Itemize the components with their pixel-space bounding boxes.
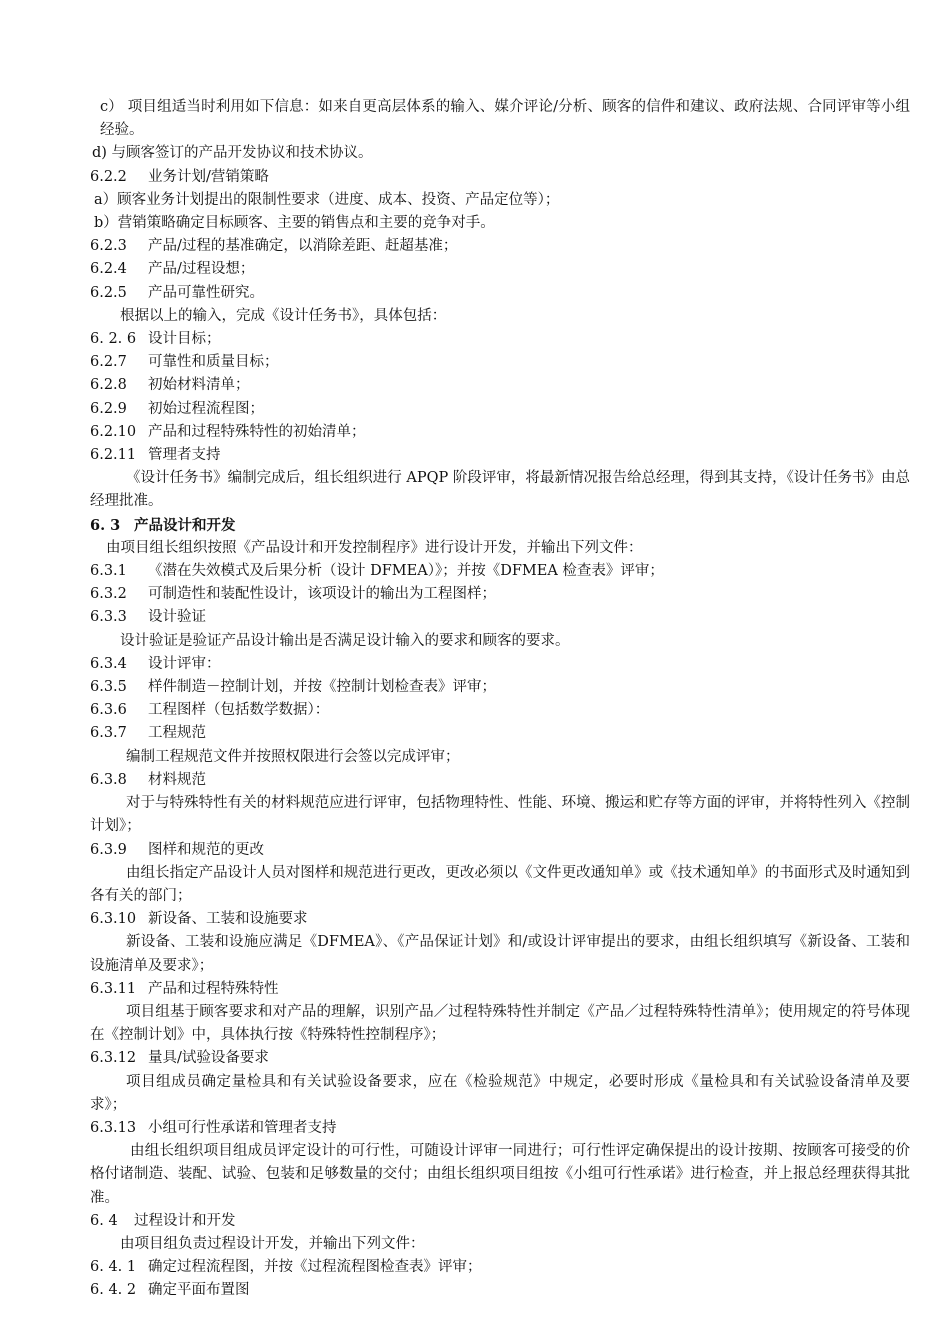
section-6-2-4: 6.2.4 产品/过程设想； xyxy=(90,261,255,278)
item-b-line: b）营销策略确定目标顾客、主要的销售点和主要的竞争对手。 xyxy=(94,215,495,232)
item-d-line: d) 与顾客签订的产品开发协议和技术协议。 xyxy=(92,145,373,162)
section-6-3-7: 6.3.7 工程规范 xyxy=(90,725,206,742)
section-6-2-9: 6.2.9 初始过程流程图； xyxy=(90,400,264,417)
section-6-3-11-paragraph: 项目组基于顾客要求和对产品的理解，识别产品／过程特殊特性并制定《产品／过程特殊特性清单》；使用规定的符号体现在《控制计划》中，具体执行按《特殊特性控制程序》； xyxy=(90,1003,910,1044)
section-6-2-11-paragraph: 《设计任务书》编制完成后，组长组织进行 APQP 阶段评审，将最新情况报告给总经理，得到其支持，《设计任务书》由总经理批准。 xyxy=(90,470,910,510)
section-6-3-13-paragraph: 由组长组织项目组成员评定设计的可行性，可随设计评审一同进行；可行性评定确保提出的设计按期、按顾客可接受的价格付诸制造、装配、试验、包装和足够数量的交付；由组长组织项目组按《小组可行性承诺》进行检查，并上报总经理获得其批准。 xyxy=(90,1143,910,1206)
section-6-4-1: 6. 4. 1 确定过程流程图，并按《过程流程图检查表》评审； xyxy=(90,1259,482,1276)
section-6-3-12-paragraph: 项目组成员确定量检具和有关试验设备要求，应在《检验规范》中规定，必要时形成《量检具和有关试验设备清单及要求》； xyxy=(90,1073,910,1113)
item-c-paragraph: c） 项目组适当时利用如下信息：如来自更高层体系的输入、媒介评论/分析、顾客的信件和建议、政府法规、合同评审等小组经验。 xyxy=(100,99,910,139)
section-6-2-6: 6. 2. 6 设计目标； xyxy=(90,331,221,348)
section-6-2-10: 6.2.10 产品和过程特殊特性的初始清单； xyxy=(90,423,366,440)
input-paragraph: 根据以上的输入，完成《设计任务书》，具体包括： xyxy=(120,307,447,324)
section-6-3-9: 6.3.9 图样和规范的更改 xyxy=(90,841,264,858)
section-6-2-5: 6.2.5 产品可靠性研究。 xyxy=(90,284,264,301)
section-6-3-13: 6.3.13 小组可行性承诺和管理者支持 xyxy=(90,1119,337,1136)
section-6-3-1: 6.3.1 《潜在失效模式及后果分析（设计 DFMEA）》；并按《DFMEA 检查表》评审； xyxy=(90,563,664,580)
section-6-4-2: 6. 4. 2 确定平面布置图 xyxy=(90,1282,250,1299)
section-6-3-5: 6.3.5 样件制造－控制计划，并按《控制计划检查表》评审； xyxy=(90,679,496,696)
section-6-3-3-paragraph: 设计验证是验证产品设计输出是否满足设计输入的要求和顾客的要求。 xyxy=(120,632,570,649)
item-a-line: a）顾客业务计划提出的限制性要求（进度、成本、投资、产品定位等）； xyxy=(94,191,560,208)
section-6-3-paragraph: 由项目组长组织按照《产品设计和开发控制程序》进行设计开发，并输出下列文件： xyxy=(106,539,643,556)
section-6-3-10-paragraph: 新设备、工装和设施应满足《DFMEA》、《产品保证计划》和/或设计评审提出的要求，由组长组织填写《新设备、工装和设施清单及要求》； xyxy=(90,934,910,974)
section-6-3-heading: 6. 3 产品设计和开发 xyxy=(90,516,236,534)
section-6-4-heading: 6. 4 过程设计和开发 xyxy=(90,1212,236,1229)
section-6-3-11: 6.3.11 产品和过程特殊特性 xyxy=(90,980,279,997)
section-6-2-8: 6.2.8 初始材料清单； xyxy=(90,377,250,394)
section-6-3-12: 6.3.12 量具/试验设备要求 xyxy=(90,1050,269,1067)
section-6-2-3: 6.2.3 产品/过程的基准确定，以消除差距、赶超基准； xyxy=(90,238,458,255)
document-body xyxy=(90,96,910,1303)
section-6-3-3: 6.3.3 设计验证 xyxy=(90,609,206,626)
section-6-3-9-paragraph: 由组长指定产品设计人员对图样和规范进行更改，更改必须以《文件更改通知单》或《技术通知单》的书面形式及时通知到各有关的部门； xyxy=(90,864,910,904)
section-6-3-4: 6.3.4 设计评审： xyxy=(90,655,221,672)
section-6-2-2: 6.2.2 业务计划/营销策略 xyxy=(90,168,269,185)
section-6-2-11: 6.2.11 管理者支持 xyxy=(90,447,221,464)
section-6-3-2: 6.3.2 可制造性和装配性设计，该项设计的输出为工程图样； xyxy=(90,586,496,603)
section-6-3-7-paragraph: 编制工程规范文件并按照权限进行会签以完成评审； xyxy=(126,748,460,765)
section-6-2-7: 6.2.7 可靠性和质量目标； xyxy=(90,354,279,371)
section-6-3-8: 6.3.8 材料规范 xyxy=(90,771,206,788)
section-6-3-8-paragraph: 对于与特殊特性有关的材料规范应进行评审，包括物理特性、性能、环境、搬运和贮存等方面的评审，并将特性列入《控制计划》； xyxy=(90,795,910,835)
section-6-4-paragraph: 由项目组负责过程设计开发，并输出下列文件： xyxy=(120,1235,425,1252)
section-6-3-10: 6.3.10 新设备、工装和设施要求 xyxy=(90,911,308,928)
section-6-3-6: 6.3.6 工程图样（包括数学数据）： xyxy=(90,702,330,719)
